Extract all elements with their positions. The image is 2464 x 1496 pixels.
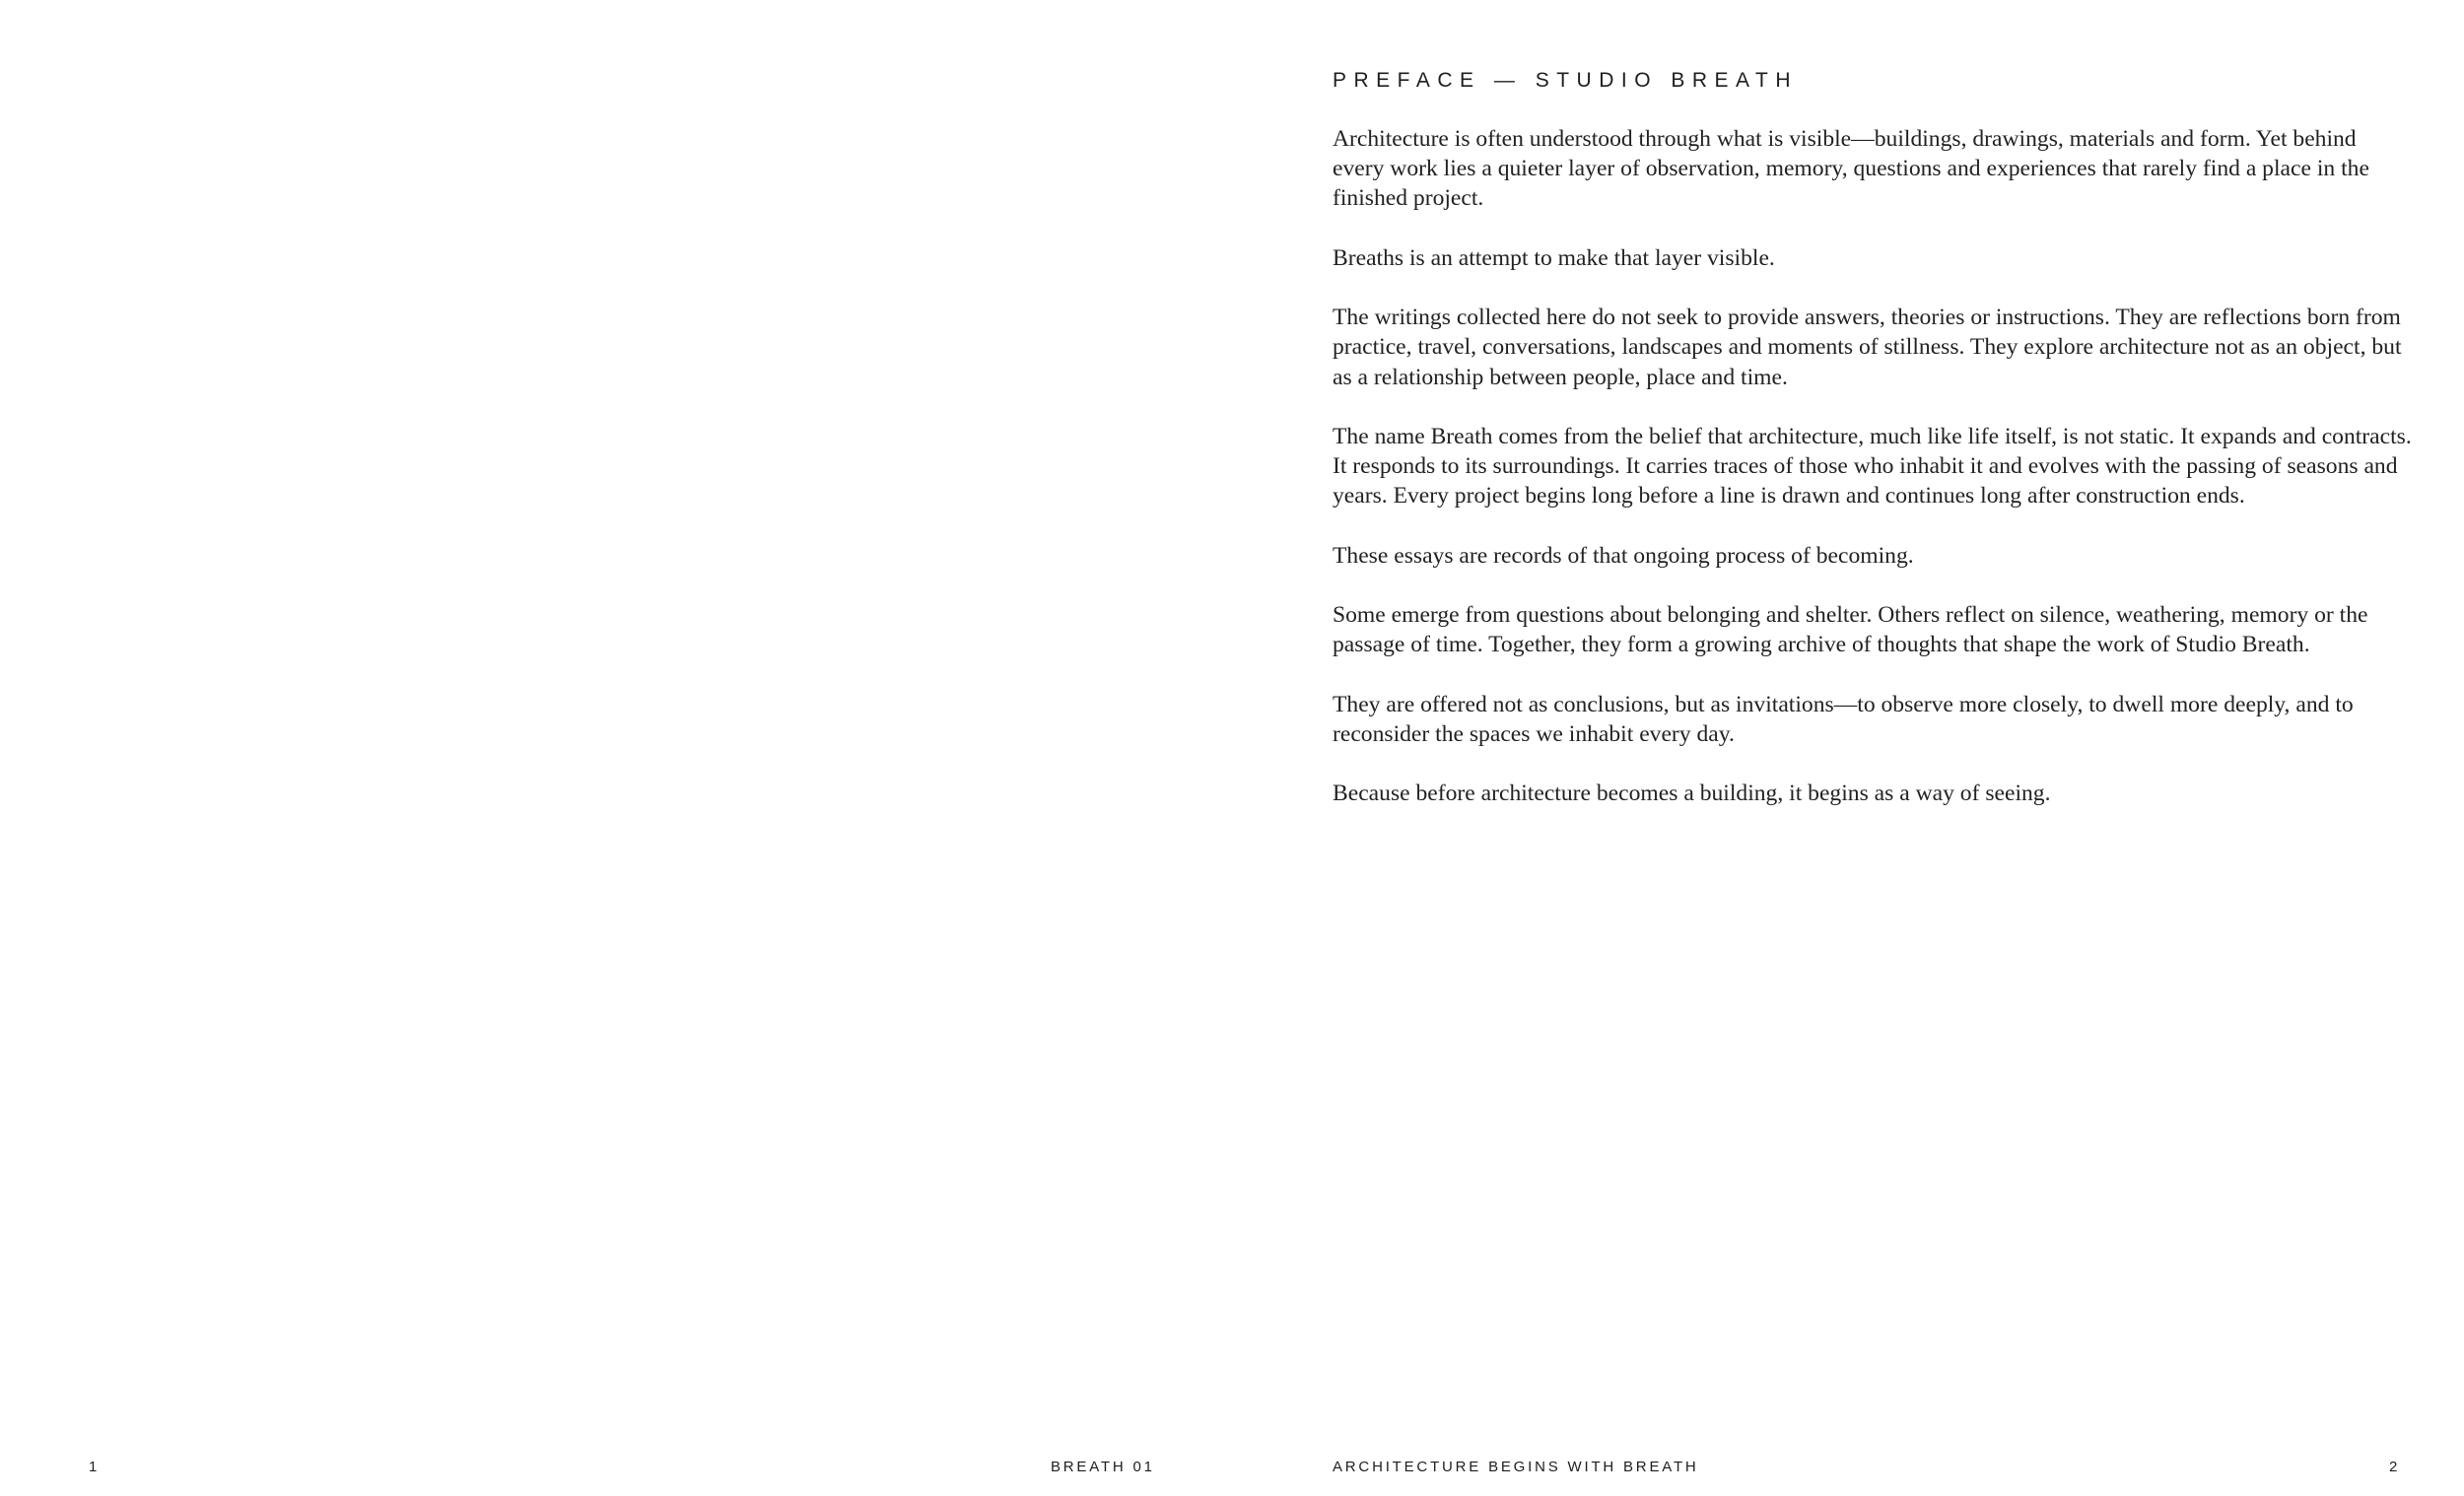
preface-body [1333,124,2412,839]
paragraph-7: They are offered not as conclusions, but as invitations—to observe more closely, to dwell more deeply, and to reconsider the spaces we inhabit every day. [1333,691,2354,747]
paragraph-6: Some emerge from questions about belonging and shelter. Others reflect on silence, weathering, memory or the passage of time. Together, they form a growing archive of thoughts that shape the work of Studio Breath. [1333,602,2368,658]
paragraph-1: Architecture is often understood through what is visible—buildings, drawings, materials and form. Yet behind every work lies a quieter layer of observation, memory, questions and experiences that rarely find a place in the finished project. [1333,126,2369,212]
paragraph-8: Because before architecture becomes a building, it begins as a way of seeing. [1333,781,2051,807]
right-running-title: ARCHITECTURE BEGINS WITH BREATH [1333,1459,1699,1475]
right-page-number: 2 [2389,1459,2398,1475]
paragraph-2: Breaths is an attempt to make that layer visible. [1333,244,1775,271]
paragraph-4: The name Breath comes from the belief that architecture, much like life itself, is not static. It expands and contracts. It responds to its surroundings. It carries traces of those who inhabit it and evolves with the passing of seasons and years. Every project begins long before a line is drawn and continues long after construction ends. [1333,423,2412,510]
left-running-title: BREATH 01 [1051,1459,1155,1475]
section-heading: PREFACE — STUDIO BREATH [1333,69,1798,92]
left-page-number: 1 [89,1459,98,1475]
paragraph-3: The writings collected here do not seek to provide answers, theories or instructions. They are reflections born from practice, travel, conversations, landscapes and moments of stillness. They explore architecture not as an object, but as a relationship between people, place and time. [1333,305,2402,390]
paragraph-5: These essays are records of that ongoing process of becoming. [1333,542,1914,569]
